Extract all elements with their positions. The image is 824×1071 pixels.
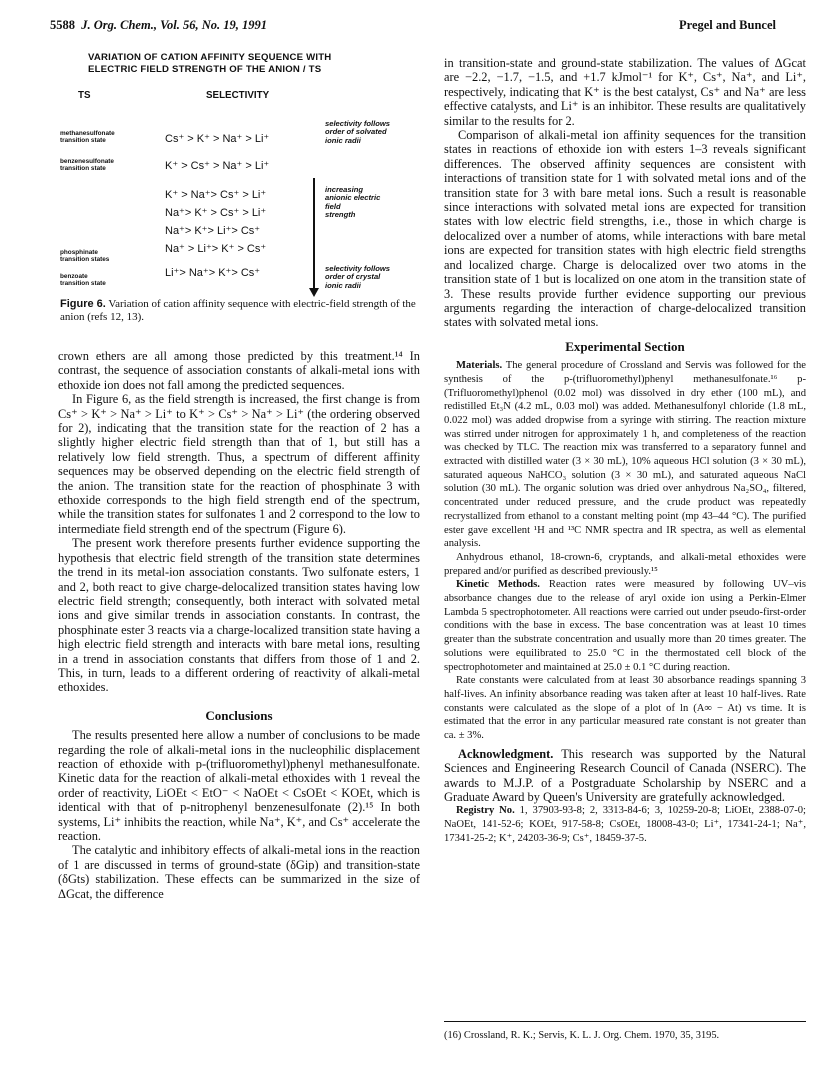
running-header [50, 18, 776, 38]
selectivity-column-header: SELECTIVITY [206, 90, 270, 101]
acknowledgment-paragraph: Acknowledgment. This research was supported by the Natural Sciences and Engineering Research Council of Canada (NSERC). The awards to M.J.P. of a Postgraduate Scholarship by NSERC and a Graduate Award by Queen's University are gratefully acknowledged. [444, 746, 806, 805]
paragraph: In Figure 6, as the field strength is increased, the first change is from Cs⁺ > K⁺ > Na⁺ > Li⁺ to K⁺ > Cs⁺ > Na⁺ > Li⁺ (the ordering observed for 2), indicating that the transition state for the reaction of 2 has a slightly higher electric field strength than that of 1, but still has a relatively low field strength. Thus, a spectrum of different affinity sequences may be observed depending on the electric field strength of the anion. The transition state for the reaction of phosphinate 3 with ethoxide corresponds to the high field strength end of the spectrum, while the transition states for sulfonates 1 and 2 correspond to the low to intermediate field strength end of the spectrum (Figure 6). [58, 392, 420, 536]
paragraph: The results presented here allow a number of conclusions to be made regarding the role of alkali-metal ions in the nucleophilic displacement reaction of ethoxide with p-(trifluoromethyl)phenyl methanesulfonate. Kinetic data for the reaction of alkali-metal ethoxides with 1 reveal the order of reactivity, LiOEt < EtO⁻ < NaOEt < CsOEt < KOEt, which is identical with that of p-nitrophenyl benzenesulfonate (2).¹⁵ In both systems, Li⁺ inhibits the reaction, while Na⁺, K⁺, and Cs⁺ accelerate the reaction. [58, 728, 420, 843]
methanesulfonate-label: methanesulfonate transition state [60, 130, 115, 145]
note-crystal-radii: selectivity follows order of crystal ionic radii [325, 264, 390, 290]
paragraph: The catalytic and inhibitory effects of alkali-metal ions in the reaction of 1 are discussed in terms of ground-state (δGip) and transition-state (δGts) stabilization. These effects can be summarized in the size of ΔGcat, the difference [58, 843, 420, 901]
registry-section [444, 804, 806, 845]
left-column [58, 349, 420, 901]
sequence-4: Na⁺> K⁺ > Cs⁺ > Li⁺ [165, 207, 267, 219]
experimental-section [444, 359, 806, 743]
paragraph: Anhydrous ethanol, 18-crown-6, cryptands, and alkali-metal ethoxides were prepared and/or purified as described previously.¹⁵ [444, 551, 806, 577]
ts-column-header: TS [78, 90, 91, 101]
figure-6 [60, 52, 420, 322]
benzenesulfonate-label: benzenesulfonate transition state [60, 158, 114, 173]
paragraph: in transition-state and ground-state stabilization. The values of ΔGcat are −2.2, −1.7, −1.5, and +1.7 kJmol⁻¹ for K⁺, Cs⁺, Na⁺, and Li⁺, respectively, indicating that K⁺ is the best catalyst, Cs⁺ and Na⁺ are less effective catalysts, and Li⁺ is an inhibitor. These results are qualitatively similar to the results for 2. [444, 56, 806, 128]
note-solvated-radii: selectivity follows order of solvated ionic radii [325, 119, 390, 145]
authors: Pregel and Buncel [679, 18, 776, 32]
footnote: (16) Crossland, R. K.; Servis, K. L. J. Org. Chem. 1970, 35, 3195. [444, 1030, 720, 1041]
footnote-divider [444, 1021, 806, 1022]
sequence-benzoate: Li⁺> Na⁺> K⁺> Cs⁺ [165, 267, 261, 279]
sequence-3: K⁺ > Na⁺> Cs⁺ > Li⁺ [165, 189, 267, 201]
phosphinate-label: phosphinate transition states [60, 249, 110, 264]
materials-paragraph: Materials. The general procedure of Crossland and Servis was followed for the synthesis of the p-(trifluoromethyl)phenyl methanesulfonate.¹⁶ p-(Trifluoromethyl)phenol (0.02 mol) was dissolved in dry ether (100 mL), and redistilled Et₃N (4.2 mL, 0.03 mol) was added. Methanesulfonyl chloride (1.8 mL, 0.022 mol) was added dropwise from a syringe with stirring. The reaction mixture was stirred under nitrogen for approximately 1 h, and completeness of the reaction was checked by TLC. The reaction mix was transferred to a separatory funnel and extracted with distilled water (3 × 30 mL), 10% aqueous HCl solution (3 × 30 mL), saturated aqueous NaHCO₃ solution (3 × 30 mL), and saturated aqueous NaCl solution (30 mL). The organic solution was dried over anhydrous Na₂SO₄, filtered, concentrated under reduced pressure, and the crude product was repeatedly recrystallized from ethanol to a constant melting point (mp 43–44 °C). The purified ester gave excellent ¹H and ¹³C NMR spectra and IR spectra, as well as elemental analysis. [444, 360, 806, 550]
paragraph: The present work therefore presents further evidence supporting the hypothesis that electric field strength of the transition state determines the trend in its metal-ion association constants. Two sulfonate esters, 1 and 2, both react to give charge-delocalized transition states having low electric field strength; consequently, both interact with solvated metal ions and give similar trends in association constants. In contrast, the phosphinate ester 3 reacts via a charge-localized transition state having a high electric field strength and interacts with bare metal ions, resulting in a trend in association constants that differs from those of 1 and 2. This, in turn, leads to a different ordering of reactivity of alkali-metal ethoxides. [58, 536, 420, 695]
journal-citation: J. Org. Chem., Vol. 56, No. 19, 1991 [81, 18, 268, 32]
paragraph: crown ethers are all among those predicted by this treatment.¹⁴ In contrast, the sequence of association constants of alkali-metal ions with ethoxide ion does not fall among the predicted sequences. [58, 349, 420, 392]
note-increasing-field: increasing anionic electric field strength [325, 185, 381, 220]
right-column [444, 56, 806, 846]
paragraph: Rate constants were calculated from at least 30 absorbance readings spanning 3 half-lives. An infinity absorbance reading was taken after at least 10 half-lives. Rate constants were calculated as the slope of a plot of ln (A∞ − At) vs time. It is estimated that the error in any particular measured rate constant is not greater than ca. ± 3%. [444, 675, 806, 742]
field-strength-arrow [313, 178, 315, 293]
benzoate-label: benzoate transition state [60, 273, 106, 288]
conclusions-heading: Conclusions [205, 707, 273, 723]
registry-paragraph: Registry No. 1, 37903-93-8; 2, 3313-84-6; 3, 10259-20-8; LiOEt, 2388-07-0; NaOEt, 141-52-6; KOEt, 917-58-8; CsOEt, 18008-43-0; Li⁺, 17341-24-1; Na⁺, 17341-25-2; K⁺, 24203-36-9; Cs⁺, 18459-37-5. [444, 805, 806, 844]
figure-caption: Figure 6. Variation of cation affinity sequence with electric-field strength of the anion (refs 12, 13). [60, 298, 416, 323]
sequence-6: Na⁺ > Li⁺> K⁺ > Cs⁺ [165, 243, 267, 255]
sequence-methanesulfonate: Cs⁺ > K⁺ > Na⁺ > Li⁺ [165, 133, 270, 145]
page-number: 5588 [50, 18, 75, 32]
kinetic-paragraph: Kinetic Methods. Reaction rates were measured by following UV–vis absorbance changes due to the release of aryl oxide ion using a Perkin-Elmer Lambda 5 spectrophotometer. All reactions were carried out under pseudo-first-order conditions with the base in excess. The base concentration was at least 10 times greater than the substrate concentration and usually more than 20 times greater. The solutions were equilibrated to 25.0 °C in the thermostated cell block of the spectrophotometer and maintained at 25.0 ± 0.1 °C during reaction. [444, 579, 806, 673]
paragraph: Comparison of alkali-metal ion affinity sequences for the transition states in reactions of ethoxide ion with esters 1–3 reveals significant differences. The observed affinity sequences are consistent with interactions of transition state for 1 with solvated metal ions and of the transition state for 3 with bare metal ions. Such a result is reasonable since interactions with solvated metal ions are expected for transition states with low electric field strengths, i.e., those in which charge is delocalized over a number of atoms, while interactions with bare metal ions are expected for transition states with high electric field strengths and localized charge. Charge is delocalized over two atoms in the transition state of 1 but is localized on one atom in the transition state of 3. These results provide further evidence supporting our previous arguments regarding the interaction of charge-delocalized transition states with solvated metal ions. [444, 128, 806, 330]
arrow-head-icon [309, 288, 319, 297]
sequence-5: Na⁺> K⁺> Li⁺> Cs⁺ [165, 225, 261, 237]
figure-title: VARIATION OF CATION AFFINITY SEQUENCE WITH ELECTRIC FIELD STRENGTH OF THE ANION / TS [88, 52, 332, 75]
sequence-benzenesulfonate: K⁺ > Cs⁺ > Na⁺ > Li⁺ [165, 160, 270, 172]
experimental-heading: Experimental Section [565, 338, 685, 354]
